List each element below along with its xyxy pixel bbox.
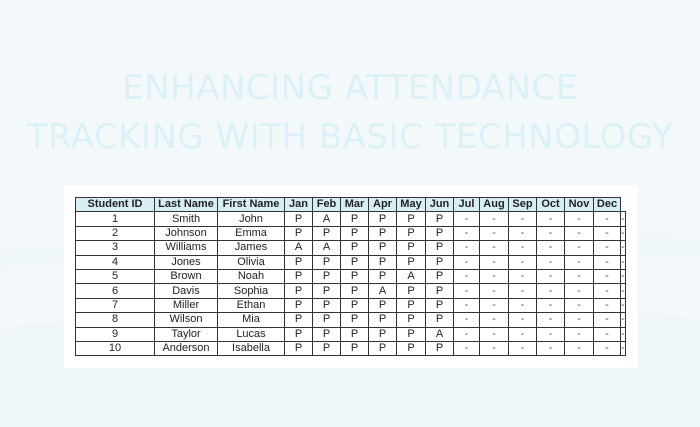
attendance-cell: P [285, 341, 313, 355]
attendance-cell: P [397, 284, 426, 298]
attendance-cell: - [454, 341, 480, 355]
student-id-cell: 6 [76, 284, 155, 298]
attendance-cell: - [480, 327, 509, 341]
attendance-cell: P [426, 298, 454, 312]
attendance-cell: - [594, 212, 621, 226]
attendance-cell: P [397, 241, 426, 255]
attendance-cell: - [537, 284, 565, 298]
table-row [76, 298, 626, 312]
attendance-cell: - [537, 298, 565, 312]
first-name-cell: Mia [218, 313, 285, 327]
attendance-cell: P [341, 298, 369, 312]
table-row [76, 341, 626, 355]
attendance-cell: - [509, 241, 537, 255]
last-name-cell: Wilson [155, 313, 218, 327]
column-header: First Name [218, 198, 285, 212]
attendance-cell: - [621, 298, 625, 311]
attendance-cell: P [341, 341, 369, 355]
student-id-cell: 4 [76, 255, 155, 269]
table-row [76, 212, 626, 226]
attendance-cell: - [454, 255, 480, 269]
attendance-cell: - [454, 298, 480, 312]
attendance-cell: - [537, 212, 565, 226]
last-name-cell: Johnson [155, 226, 218, 240]
attendance-cell: P [313, 313, 341, 327]
header-row [76, 198, 626, 212]
attendance-cell: - [594, 255, 621, 269]
attendance-cell: - [509, 327, 537, 341]
attendance-cell: - [509, 269, 537, 283]
attendance-cell: P [341, 255, 369, 269]
attendance-cell: P [341, 269, 369, 283]
table-row [76, 313, 626, 327]
first-name-cell: Isabella [218, 341, 285, 355]
attendance-table [75, 197, 626, 356]
attendance-cell: - [565, 212, 594, 226]
attendance-cell: P [285, 269, 313, 283]
attendance-cell: P [341, 212, 369, 226]
attendance-cell: P [369, 313, 397, 327]
attendance-cell: P [285, 298, 313, 312]
attendance-cell: P [397, 226, 426, 240]
attendance-cell: A [397, 269, 426, 283]
attendance-cell: P [369, 341, 397, 355]
attendance-cell: - [565, 269, 594, 283]
attendance-cell: P [426, 212, 454, 226]
attendance-cell: - [594, 341, 621, 355]
attendance-cell: P [369, 269, 397, 283]
last-name-cell: Smith [155, 212, 218, 226]
table-row [76, 255, 626, 269]
attendance-cell: - [565, 255, 594, 269]
attendance-cell: - [594, 298, 621, 312]
attendance-cell: - [565, 327, 594, 341]
table-row [76, 284, 626, 298]
attendance-cell: - [509, 298, 537, 312]
attendance-cell: - [454, 226, 480, 240]
attendance-cell: - [480, 313, 509, 327]
attendance-cell: - [537, 241, 565, 255]
attendance-cell: - [565, 241, 594, 255]
first-name-cell: Noah [218, 269, 285, 283]
attendance-cell: P [369, 298, 397, 312]
attendance-cell: - [621, 327, 625, 340]
attendance-cell: - [480, 255, 509, 269]
attendance-cell: - [480, 212, 509, 226]
attendance-cell: P [426, 341, 454, 355]
attendance-cell: - [565, 298, 594, 312]
first-name-cell: Emma [218, 226, 285, 240]
attendance-cell: A [313, 212, 341, 226]
column-header: Jun [426, 198, 454, 212]
attendance-cell: A [426, 327, 454, 341]
attendance-cell: A [285, 241, 313, 255]
attendance-cell: - [480, 241, 509, 255]
column-header: Jul [454, 198, 480, 212]
column-header: Jan [285, 198, 313, 212]
attendance-cell: - [509, 212, 537, 226]
student-id-cell: 2 [76, 226, 155, 240]
column-header: Sep [509, 198, 537, 212]
attendance-cell: P [426, 255, 454, 269]
attendance-cell: - [621, 342, 625, 355]
attendance-cell: - [537, 313, 565, 327]
attendance-cell: - [480, 226, 509, 240]
first-name-cell: John [218, 212, 285, 226]
first-name-cell: Sophia [218, 284, 285, 298]
attendance-cell: - [480, 341, 509, 355]
attendance-cell: P [313, 327, 341, 341]
attendance-cell: - [594, 327, 621, 341]
attendance-cell: - [594, 269, 621, 283]
attendance-cell: - [621, 270, 625, 283]
page-title-line-1: ENHANCING ATTENDANCE [122, 68, 578, 108]
attendance-cell: - [537, 269, 565, 283]
table-row [76, 327, 626, 341]
column-header: Aug [480, 198, 509, 212]
attendance-cell: P [369, 241, 397, 255]
attendance-cell: P [341, 226, 369, 240]
attendance-cell: - [509, 313, 537, 327]
attendance-cell: - [621, 255, 625, 268]
attendance-cell: P [285, 313, 313, 327]
attendance-cell: - [621, 226, 625, 239]
attendance-cell: - [565, 341, 594, 355]
attendance-cell: - [509, 284, 537, 298]
last-name-cell: Jones [155, 255, 218, 269]
attendance-cell: P [285, 255, 313, 269]
attendance-cell: - [454, 327, 480, 341]
first-name-cell: Lucas [218, 327, 285, 341]
attendance-cell: P [313, 341, 341, 355]
attendance-cell: - [537, 255, 565, 269]
attendance-cell: P [369, 255, 397, 269]
attendance-cell: P [426, 313, 454, 327]
column-header: Apr [369, 198, 397, 212]
first-name-cell: Olivia [218, 255, 285, 269]
attendance-cell: - [509, 341, 537, 355]
attendance-cell: P [313, 298, 341, 312]
column-header: Student ID [76, 198, 155, 212]
attendance-cell: P [397, 327, 426, 341]
attendance-cell: P [341, 313, 369, 327]
attendance-cell: - [454, 269, 480, 283]
table-row [76, 241, 626, 255]
attendance-cell: - [537, 341, 565, 355]
column-header: Last Name [155, 198, 218, 212]
student-id-cell: 9 [76, 327, 155, 341]
attendance-cell: - [509, 226, 537, 240]
attendance-cell: - [621, 313, 625, 326]
last-name-cell: Brown [155, 269, 218, 283]
last-name-cell: Miller [155, 298, 218, 312]
column-header: Mar [341, 198, 369, 212]
table-row [76, 226, 626, 240]
attendance-cell: P [285, 327, 313, 341]
attendance-cell: - [565, 313, 594, 327]
attendance-cell: - [621, 241, 625, 254]
column-header: Feb [313, 198, 341, 212]
attendance-cell: P [341, 241, 369, 255]
attendance-cell: A [369, 284, 397, 298]
attendance-cell: P [285, 226, 313, 240]
student-id-cell: 10 [76, 341, 155, 355]
student-id-cell: 8 [76, 313, 155, 327]
attendance-cell: - [454, 313, 480, 327]
attendance-cell: - [594, 284, 621, 298]
attendance-cell: P [426, 226, 454, 240]
student-id-cell: 7 [76, 298, 155, 312]
attendance-cell: P [313, 226, 341, 240]
attendance-cell: P [313, 284, 341, 298]
attendance-cell: A [313, 241, 341, 255]
attendance-cell: P [369, 226, 397, 240]
last-name-cell: Anderson [155, 341, 218, 355]
column-header: May [397, 198, 426, 212]
attendance-cell: P [369, 327, 397, 341]
attendance-cell: - [565, 226, 594, 240]
attendance-cell: P [313, 255, 341, 269]
column-header: Nov [565, 198, 594, 212]
attendance-cell: - [537, 327, 565, 341]
attendance-cell: P [426, 241, 454, 255]
attendance-cell: - [594, 226, 621, 240]
attendance-cell: - [480, 269, 509, 283]
attendance-cell: P [285, 212, 313, 226]
student-id-cell: 1 [76, 212, 155, 226]
attendance-cell: - [565, 284, 594, 298]
attendance-cell: P [341, 284, 369, 298]
attendance-cell: P [426, 284, 454, 298]
page-title-line-2: TRACKING WITH BASIC TECHNOLOGY [26, 117, 674, 157]
attendance-cell: - [621, 284, 625, 297]
attendance-cell: - [480, 284, 509, 298]
attendance-cell: - [621, 212, 625, 225]
table-row [76, 269, 626, 283]
first-name-cell: Ethan [218, 298, 285, 312]
attendance-cell: P [285, 284, 313, 298]
last-name-cell: Williams [155, 241, 218, 255]
attendance-cell: P [397, 212, 426, 226]
attendance-cell: P [313, 269, 341, 283]
student-id-cell: 3 [76, 241, 155, 255]
attendance-cell: - [480, 298, 509, 312]
attendance-cell: P [397, 313, 426, 327]
last-name-cell: Davis [155, 284, 218, 298]
attendance-cell: - [594, 241, 621, 255]
first-name-cell: James [218, 241, 285, 255]
attendance-cell: P [369, 212, 397, 226]
last-name-cell: Taylor [155, 327, 218, 341]
attendance-cell: P [426, 269, 454, 283]
attendance-cell: - [454, 284, 480, 298]
attendance-cell: - [594, 313, 621, 327]
attendance-cell: P [397, 298, 426, 312]
attendance-cell: - [454, 212, 480, 226]
column-header: Dec [594, 198, 621, 212]
column-header: Oct [537, 198, 565, 212]
attendance-cell: - [509, 255, 537, 269]
attendance-cell: - [454, 241, 480, 255]
student-id-cell: 5 [76, 269, 155, 283]
attendance-cell: P [341, 327, 369, 341]
attendance-cell: P [397, 341, 426, 355]
attendance-cell: P [397, 255, 426, 269]
attendance-sheet [64, 185, 638, 368]
attendance-cell: - [537, 226, 565, 240]
